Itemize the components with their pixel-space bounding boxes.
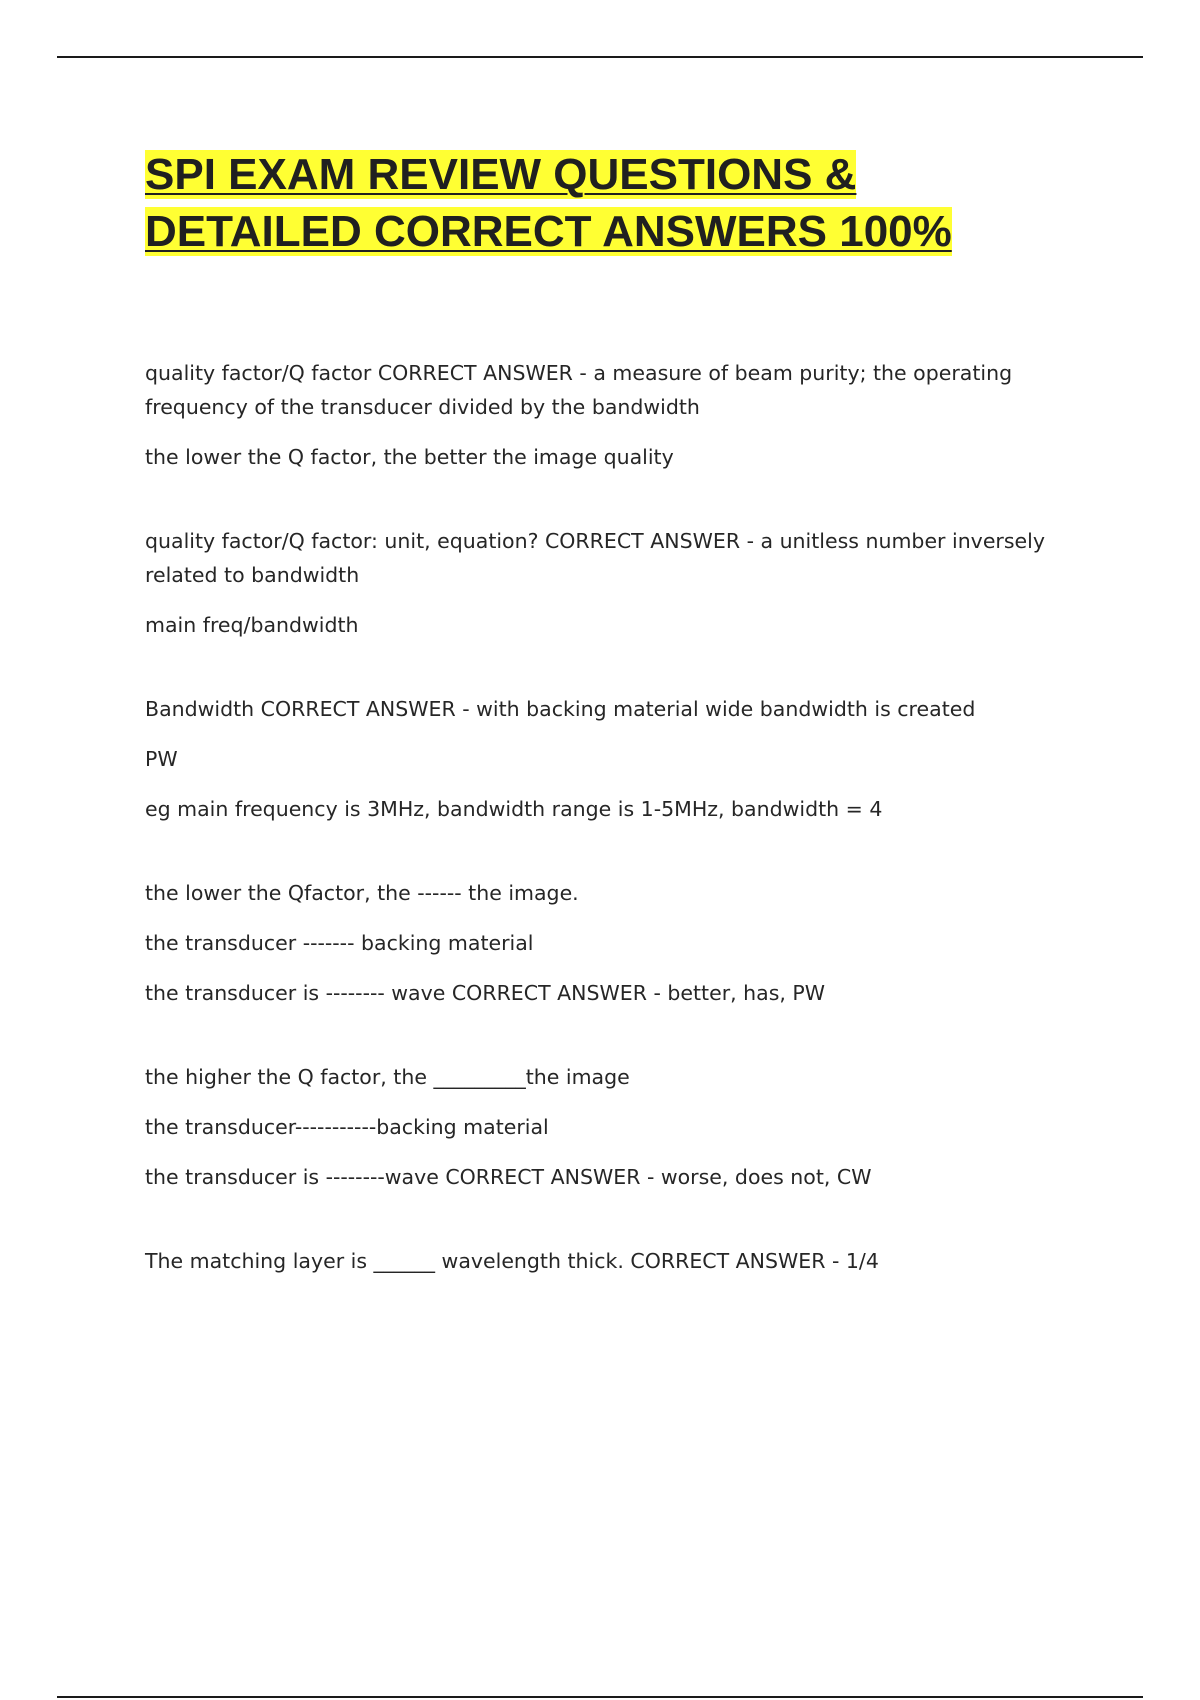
document-title <box>145 146 1105 260</box>
entry-4-line-1: the lower the Qfactor, the ------ the image. <box>145 881 579 905</box>
entry-4-line-2: the transducer ------- backing material <box>145 931 534 955</box>
entry-3-line-1: Bandwidth CORRECT ANSWER - with backing material wide bandwidth is created <box>145 697 976 721</box>
entry-6-line-1: The matching layer is ______ wavelength thick. CORRECT ANSWER - 1/4 <box>145 1249 879 1273</box>
document-body <box>145 356 1090 1294</box>
entry-4-line-3: the transducer is -------- wave CORRECT ANSWER - better, has, PW <box>145 981 826 1005</box>
title-line-2: DETAILED CORRECT ANSWERS 100% <box>145 207 952 256</box>
entry-2-line-2: main freq/bandwidth <box>145 613 359 637</box>
entry-5-line-1: the higher the Q factor, the _________the image <box>145 1065 630 1089</box>
footer-rule <box>57 1696 1143 1698</box>
entry-1-line-1: quality factor/Q factor CORRECT ANSWER - a measure of beam purity; the operating frequency of the transducer divided by the bandwidth <box>145 361 1013 419</box>
entry-5-line-2: the transducer-----------backing material <box>145 1115 549 1139</box>
entry-3-line-2: PW <box>145 747 178 771</box>
entry-1-line-2: the lower the Q factor, the better the image quality <box>145 445 674 469</box>
entry-5-line-3: the transducer is --------wave CORRECT ANSWER - worse, does not, CW <box>145 1165 872 1189</box>
title-line-1: SPI EXAM REVIEW QUESTIONS & <box>145 150 857 199</box>
header-rule <box>57 56 1143 58</box>
entry-3-line-3: eg main frequency is 3MHz, bandwidth range is 1-5MHz, bandwidth = 4 <box>145 797 883 821</box>
entry-2-line-1: quality factor/Q factor: unit, equation? CORRECT ANSWER - a unitless number inversely related to bandwidth <box>145 529 1045 587</box>
